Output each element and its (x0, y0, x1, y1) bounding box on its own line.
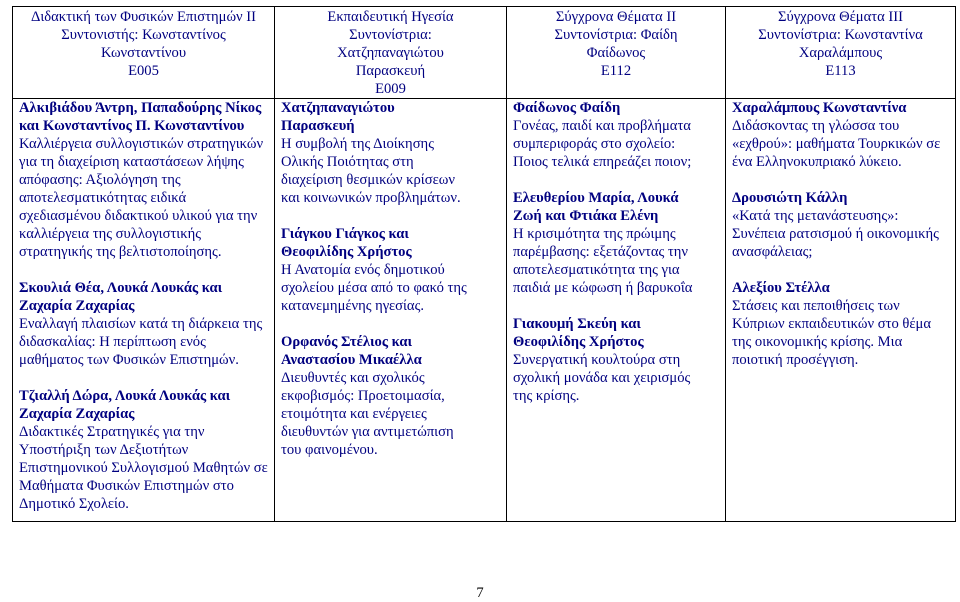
presentation-title: της οικονομικής κρίσης. Μια (732, 334, 903, 350)
presentation-entry (19, 279, 268, 369)
presentation-title: σχολική μονάδα και χειρισμός (513, 370, 691, 386)
program-table (12, 6, 956, 522)
presentations-cell (726, 99, 956, 522)
session-header-line: Διδακτική των Φυσικών Επιστημών ΙΙ (30, 9, 257, 25)
presentation-entry (19, 99, 268, 261)
presentation-title: διδασκαλίας: Η περίπτωση ενός (19, 334, 206, 350)
session-header-cell (726, 7, 956, 99)
presentation-title: «εχθρού»: μαθήματα Τουρκικών σε (732, 136, 941, 152)
presentation-title: σχεδιασμένου διδακτικού υλικού για την (19, 208, 258, 224)
presentations-cell (507, 99, 726, 522)
session-header-line: Παρασκευή (355, 63, 426, 79)
presentation-entry (513, 189, 719, 297)
presentation-authors: Ορφανός Στέλιος και (281, 334, 412, 350)
presentation-authors: Παρασκευή (281, 118, 355, 134)
presentation-title: Διδακτικές Στρατηγικές για την (19, 424, 205, 440)
presentation-title: Διδάσκοντας τη γλώσσα του (732, 118, 900, 134)
presentation-title: μαθήματος των Φυσικών Επιστημών. (19, 352, 239, 368)
presentation-authors: Φαίδωνος Φαίδη (513, 100, 621, 116)
presentation-authors: Δρουσιώτη Κάλλη (732, 190, 848, 206)
presentation-entry (732, 279, 949, 369)
presentation-title: Στάσεις και πεποιθήσεις των (732, 298, 900, 314)
presentation-title: ανασφάλειας; (732, 244, 813, 260)
session-header-line: Φαίδωνος (586, 45, 646, 61)
presentation-authors: Ζαχαρία Ζαχαρίας (19, 406, 135, 422)
presentation-title: για τη διαχείριση καταστάσεων λήψης (19, 154, 244, 170)
presentation-title: διευθυντών για αντιμετώπιση (281, 424, 454, 440)
presentation-title: σχολείου μέσα από το φακό της (281, 280, 467, 296)
presentation-title: Ποιος τελικά επηρεάζει ποιον; (513, 154, 692, 170)
presentation-title: συμπεριφοράς στο σχολείο: (513, 136, 676, 152)
presentation-title: στρατηγικής της βελτιστοποίησης. (19, 244, 222, 260)
presentation-title: Κύπριων εκπαιδευτικών στο θέμα (732, 316, 931, 332)
session-header-cell (275, 7, 507, 99)
presentation-authors: Αλκιβιάδου Άντρη, Παπαδούρης Νίκος (19, 100, 262, 116)
presentation-title: Γονέας, παιδί και προβλήματα (513, 118, 691, 134)
session-header-cell (507, 7, 726, 99)
session-header-line: Κωνσταντίνου (100, 45, 187, 61)
presentation-title: Η Ανατομία ενός δημοτικού (281, 262, 445, 278)
presentation-title: κατανεμημένης ηγεσίας. (281, 298, 425, 314)
presentation-title: της κρίσης. (513, 388, 580, 404)
session-header-line: Χατζηπαναγιώτου (337, 45, 444, 61)
presentation-authors: Χαραλάμπους Κωνσταντίνα (732, 100, 907, 116)
presentation-title: του φαινομένου. (281, 442, 378, 458)
presentation-title: Δημοτικό Σχολείο. (19, 496, 129, 512)
presentation-entry (281, 225, 500, 315)
presentation-title: Καλλιέργεια συλλογιστικών στρατηγικών (19, 136, 264, 152)
presentation-title: παιδιά με κώφωση ή βαρυκοΐα (513, 280, 693, 296)
presentation-entry (281, 99, 500, 207)
session-header-line: Ε113 (825, 63, 856, 79)
session-header-line: Ε112 (600, 63, 632, 79)
presentation-authors: Ελευθερίου Μαρία, Λουκά (513, 190, 679, 206)
presentation-title: Διευθυντές και σχολικός (281, 370, 425, 386)
session-header-line: Συντονίστρια: Φαίδη (554, 27, 678, 43)
presentation-title: Υποστήριξη των Δεξιοτήτων (19, 442, 189, 458)
session-header-line: Εκπαιδευτική Ηγεσία (327, 9, 454, 25)
presentation-title: Μαθήματα Φυσικών Επιστημών στο (19, 478, 234, 494)
presentation-title: ποιοτική προσέγγιση. (732, 352, 859, 368)
session-header-line: Σύγχρονα Θέματα ΙΙΙ (778, 9, 903, 25)
presentation-title: και κοινωνικών προβλημάτων. (281, 190, 461, 206)
session-header-line: Συντονιστής: Κωνσταντίνος (61, 27, 226, 43)
presentation-title: εκφοβισμός: Προετοιμασία, (281, 388, 445, 404)
presentation-title: αποτελεσματικότητας ειδικά (19, 190, 187, 206)
session-header-line: Ε005 (128, 63, 159, 79)
presentation-title: καλλιέργεια της συλλογιστικής (19, 226, 201, 242)
presentation-title: Εναλλαγή πλαισίων κατά τη διάρκεια της (19, 316, 263, 332)
presentation-title: ετοιμότητα και ενέργειες (281, 406, 427, 422)
presentation-authors: Γιάγκου Γιάγκος και (281, 226, 409, 242)
presentations-cell (13, 99, 275, 522)
presentation-title: Η κρισιμότητα της πρώιμης (513, 226, 676, 242)
presentation-authors: και Κωνσταντίνος Π. Κωνσταντίνου (19, 118, 245, 134)
session-header-row (13, 7, 956, 99)
presentation-title: Συνεργατική κουλτούρα στη (513, 352, 681, 368)
presentation-entry (281, 333, 500, 459)
presentation-entry (19, 387, 268, 513)
presentation-authors: Αναστασίου Μικαέλλα (281, 352, 422, 368)
presentation-entry (732, 99, 949, 171)
presentation-authors: Ζαχαρία Ζαχαρίας (19, 298, 135, 314)
session-header-cell (13, 7, 275, 99)
presentation-authors: Χατζηπαναγιώτου (281, 100, 395, 116)
presentation-title: Επιστημονικού Συλλογισμού Μαθητών σε (19, 460, 268, 476)
session-header-line: Χαραλάμπους (798, 45, 883, 61)
presentation-entry (732, 189, 949, 261)
session-header-line: Σύγχρονα Θέματα ΙΙ (555, 9, 677, 25)
presentation-authors: Τζιαλλή Δώρα, Λουκά Λουκάς και (19, 388, 231, 404)
presentation-authors: Γιακουμή Σκεύη και (513, 316, 641, 332)
presentation-authors: Σκουλιά Θέα, Λουκά Λουκάς και (19, 280, 223, 296)
presentation-title: Η συμβολή της Διοίκησης (281, 136, 434, 152)
presentations-cell (275, 99, 507, 522)
presentation-entry (513, 315, 719, 405)
presentation-title: αποτελεσματικότητα της για (513, 262, 680, 278)
presentations-row (13, 99, 956, 522)
session-header-line: Ε009 (375, 81, 406, 97)
page-number: 7 (476, 585, 484, 601)
presentation-title: «Κατά της μετανάστευσης»: (732, 208, 899, 224)
session-header-line: Συντονίστρια: Κωνσταντίνα (758, 27, 923, 43)
presentation-title: απόφασης: Αξιολόγηση της (19, 172, 181, 188)
presentation-title: Ολικής Ποιότητας στη (281, 154, 414, 170)
presentation-title: Συνέπεια ρατσισμού ή οικονομικής (732, 226, 939, 242)
presentation-title: διαχείριση θεσμικών κρίσεων (281, 172, 455, 188)
presentation-title: ένα Ελληνοκυπριακό λύκειο. (732, 154, 902, 170)
presentation-authors: Αλεξίου Στέλλα (732, 280, 830, 296)
session-header-line: Συντονίστρια: (349, 27, 432, 43)
presentation-authors: Ζωή και Φτιάκα Ελένη (513, 208, 659, 224)
presentation-authors: Θεοφιλίδης Χρήστος (513, 334, 644, 350)
presentation-title: παρέμβασης: εξετάζοντας την (513, 244, 689, 260)
presentation-authors: Θεοφιλίδης Χρήστος (281, 244, 412, 260)
presentation-entry (513, 99, 719, 171)
